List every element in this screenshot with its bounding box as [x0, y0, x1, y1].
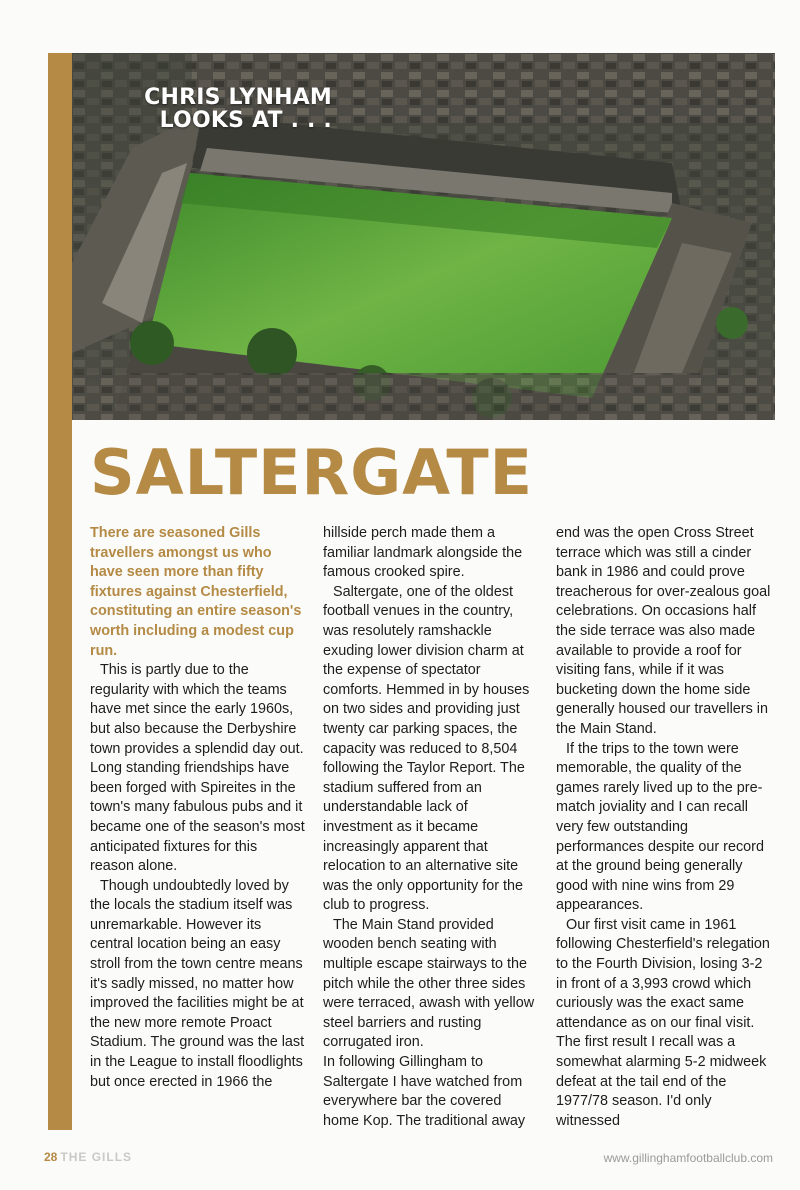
- text-column-2: [323, 524, 538, 1131]
- body-paragraph: hillside perch made them a familiar landmark alongside the famous crooked spire.: [323, 525, 523, 581]
- body-paragraph: This is partly due to the regularity with which the teams have met since the early 1960s, but also because the Derbyshire town provides a splendid day out. Long standing friendships have been forged with Spireites in the town's many fabulous pubs and it became one of the season's most anticipated fixtures for this reason alone.: [90, 662, 305, 875]
- body-paragraph: In following Gillingham to Saltergate I have watched from everywhere bar the covered home Kop. The traditional away: [323, 1054, 526, 1129]
- body-paragraph: end was the open Cross Street terrace which was still a cinder bank in 1986 and could prove treacherous for over-zealous goal celebrations. On occasions half the side terrace was also made available to provide a roof for visiting fans, while if it was bucketing down the home side generally housed our travellers in the Main Stand.: [556, 525, 771, 737]
- body-paragraph: Saltergate, one of the oldest football venues in the country, was resolutely ramshackle exuding lower division charm at the expense of spectator comforts. Hemmed in by houses on two sides and providing just twenty car parking spaces, the capacity was reduced to 8,504 following the Taylor Report. The stadium suffered from an understandable lack of investment as it became increasingly apparent that relocation to an alternative site was the only opportunity for the club to progress.: [323, 583, 530, 914]
- gold-side-bar: [48, 53, 72, 1130]
- text-column-1: [90, 524, 305, 1092]
- kicker-line-looks-at: LOOKS AT . . .: [159, 108, 332, 133]
- article-headline: SALTERGATE: [90, 436, 533, 509]
- author-kicker: [92, 86, 332, 132]
- body-paragraph: Our first visit came in 1961 following Chesterfield's relegation to the Fourth Division, losing 3-2 in front of a 3,993 crowd which curiously was the exact same attendance as on our final visit. The first result I recall was a somewhat alarming 5-2 midweek defeat at the tail end of the 1977/78 season. I'd only witnessed: [556, 916, 770, 1129]
- page-number: 28: [44, 1150, 58, 1164]
- text-column-3: [556, 524, 771, 1131]
- body-paragraph: If the trips to the town were memorable, the quality of the games rarely lived up to the pre-match joviality and I can recall very few outstanding performances despite our record at the ground being generally good with nine wins from 29 appearances.: [556, 740, 764, 914]
- body-paragraph: The Main Stand provided wooden bench seating with multiple escape stairways to the pitch while the other three sides were terraced, awash with yellow steel barriers and rusting corrugated iron.: [323, 916, 535, 1051]
- kicker-line-author: CHRIS LYNHAM: [144, 85, 332, 110]
- magazine-name: THE GILLS: [60, 1150, 133, 1164]
- body-paragraph: Though undoubtedly loved by the locals the stadium itself was unremarkable. However its central location being an easy stroll from the town centre means it's sadly missed, no matter how improved the facilities might be at the new more remote Proact Stadium. The ground was the last in the League to install floodlights but once erected in 1966 the: [90, 877, 305, 1090]
- website-url: www.gillinghamfootballclub.com: [603, 1151, 773, 1165]
- intro-paragraph: There are seasoned Gills travellers amongst us who have seen more than fifty fixtures against Chesterfield, constituting an entire season's worth including a modest cup run.: [90, 525, 302, 659]
- page-footer-left: [44, 1150, 132, 1164]
